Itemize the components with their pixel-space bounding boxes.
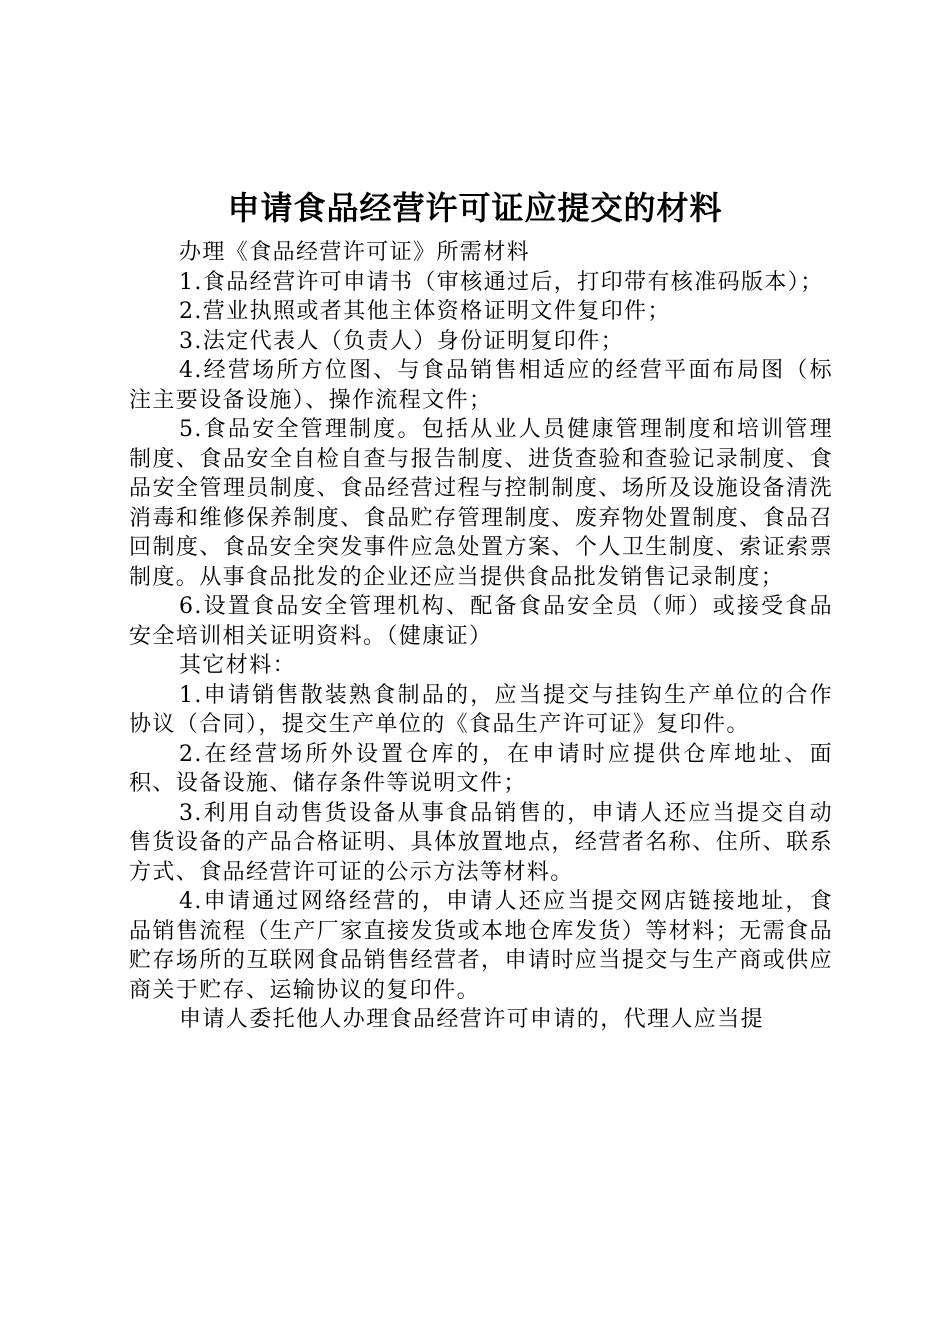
paragraph-item-5: 5.食品安全管理制度。包括从业人员健康管理制度和培训管理制度、食品安全自检自查与报告制度、进货查验和查验记录制度、食品安全管理员制度、食品经营过程与控制制度、场所及设施设备清洗消毒和维修保养制度、食品贮存管理制度、废弃物处置制度、食品召回制度、食品安全突发事件应急处置方案、个人卫生制度、索证索票制度。从事食品批发的企业还应当提供食品批发销售记录制度； (129, 417, 833, 590)
paragraph-item-1: 1.食品经营许可申请书（审核通过后，打印带有核准码版本）； (179, 269, 824, 295)
paragraph-other-heading: 其它材料： (179, 653, 297, 678)
paragraph-item-3: 3.法定代表人（负责人）身份证明复印件； (179, 328, 624, 354)
paragraph-agent: 申请人委托他人办理食品经营许可申请的，代理人应当提 (179, 1007, 765, 1032)
document-title: 申请食品经营许可证应提交的材料 (227, 189, 723, 227)
paragraph-item-4: 4.经营场所方位图、与食品销售相适应的经营平面布局图（标注主要设备设施）、操作流程文件； (129, 358, 833, 413)
paragraph-other-4: 4.申请通过网络经营的，申请人还应当提交网店链接地址，食品销售流程（生产厂家直接发货或本地仓库发货）等材料；无需食品贮存场所的互联网食品销售经营者，申请时应当提交与生产商或供应商关于贮存、运输协议的复印件。 (129, 889, 833, 1003)
paragraph-item-6: 6.设置食品安全管理机构、配备食品安全员（师）或接受食品安全培训相关证明资料。（健康证） (129, 594, 833, 649)
paragraph-other-3: 3.利用自动售货设备从事食品销售的，申请人还应当提交自动售货设备的产品合格证明、具体放置地点，经营者名称、住所、联系方式、食品经营许可证的公示方法等材料。 (129, 800, 833, 885)
paragraph-item-2: 2.营业执照或者其他主体资格证明文件复印件； (179, 299, 671, 324)
paragraph-other-1: 1.申请销售散装熟食制品的，应当提交与挂钩生产单位的合作协议（合同），提交生产单位的《食品生产许可证》复印件。 (129, 682, 833, 737)
paragraph-other-2: 2.在经营场所外设置仓库的，在申请时应提供仓库地址、面积、设备设施、储存条件等说明文件； (129, 741, 833, 796)
paragraph-intro: 办理《食品经营许可证》所需材料 (179, 240, 531, 265)
document-body (129, 238, 833, 1035)
